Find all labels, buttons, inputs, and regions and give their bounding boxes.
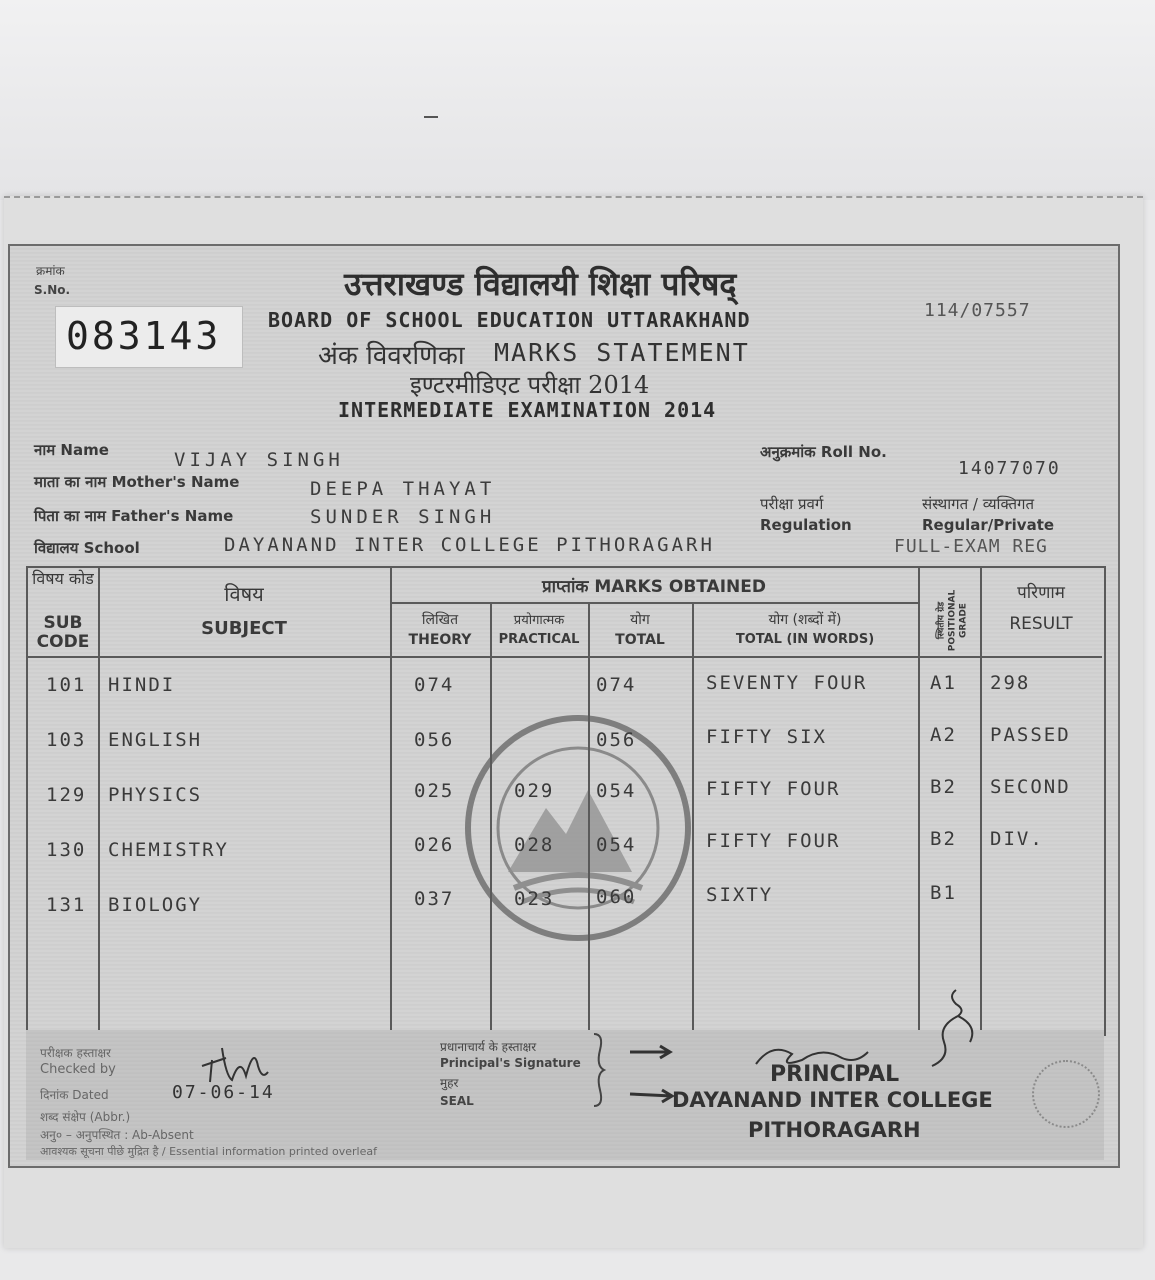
header-total-en: TOTAL bbox=[615, 632, 665, 648]
abbr-label-hi: शब्द संक्षेप bbox=[40, 1110, 86, 1124]
abbr-label-en: (Abbr.) bbox=[89, 1110, 131, 1124]
regulation-label-hi: परीक्षा प्रवर्ग bbox=[760, 495, 824, 513]
header-theory-en: THEORY bbox=[408, 632, 472, 648]
roll-label bbox=[760, 442, 887, 462]
row5-code: 131 bbox=[46, 894, 87, 916]
board-title-hi: उत्तराखण्ड विद्यालयी शिक्षा परिषद् bbox=[344, 265, 737, 303]
mother-label bbox=[34, 472, 239, 492]
absent-note: अनु० – अनुपस्थित : Ab-Absent bbox=[40, 1128, 194, 1142]
row2-total: 056 bbox=[596, 729, 637, 751]
row4-total: 054 bbox=[596, 834, 637, 856]
row2-theory: 056 bbox=[414, 729, 455, 751]
dated-label-en: Dated bbox=[72, 1088, 109, 1102]
header-grade-hi: स्थितीय ग्रेड bbox=[936, 601, 947, 640]
school-label-hi: विद्यालय bbox=[34, 539, 79, 557]
row2-result: PASSED bbox=[990, 724, 1071, 746]
father-label-en: Father's Name bbox=[111, 507, 234, 525]
header-words-en: TOTAL (IN WORDS) bbox=[735, 632, 875, 647]
header-code-en: SUB CODE bbox=[36, 613, 90, 652]
mother-name: DEEPA THAYAT bbox=[310, 478, 496, 500]
col-divider bbox=[980, 568, 982, 1032]
roll-number: 14077070 bbox=[958, 458, 1061, 479]
col-divider bbox=[490, 604, 492, 1032]
date-value: 07-06-14 bbox=[172, 1082, 275, 1103]
row5-practical: 023 bbox=[514, 888, 555, 910]
checked-label-en: Checked by bbox=[40, 1062, 116, 1077]
roll-label-hi: अनुक्रमांक bbox=[760, 443, 816, 461]
principal-title: PRINCIPAL bbox=[770, 1062, 900, 1087]
regpriv-label-hi: संस्थागत / व्यक्तिगत bbox=[922, 495, 1035, 513]
header-practical-hi: प्रयोगात्मक bbox=[513, 613, 565, 628]
row1-grade: A1 bbox=[930, 672, 957, 694]
sn-value: 083143 bbox=[66, 314, 222, 358]
row4-subject: CHEMISTRY bbox=[108, 839, 229, 861]
row3-grade: B2 bbox=[930, 776, 957, 798]
row1-words: SEVENTY FOUR bbox=[706, 672, 868, 694]
roll-label-en: Roll No. bbox=[820, 443, 887, 461]
row2-grade: A2 bbox=[930, 724, 957, 746]
row4-result: DIV. bbox=[990, 828, 1044, 850]
principal-sig-label-en: Principal's Signature bbox=[440, 1056, 581, 1070]
row2-code: 103 bbox=[46, 729, 87, 751]
exam-type: FULL-EXAM REG bbox=[894, 536, 1048, 557]
initials-mark bbox=[918, 986, 988, 1070]
dated-label-hi: दिनांक bbox=[40, 1088, 69, 1102]
header-total-hi: योग bbox=[630, 612, 650, 628]
row4-practical: 028 bbox=[514, 834, 555, 856]
principal-sig-label-hi: प्रधानाचार्य के हस्ताक्षर bbox=[440, 1040, 537, 1054]
sn-label-en: S.No. bbox=[34, 283, 71, 297]
header-code-hi: विषय कोड bbox=[32, 569, 94, 588]
row2-words: FIFTY SIX bbox=[706, 726, 827, 748]
college-name: DAYANAND INTER COLLEGE bbox=[672, 1088, 993, 1112]
col-divider bbox=[588, 604, 590, 1032]
row3-total: 054 bbox=[596, 780, 637, 802]
header-result-en: RESULT bbox=[1009, 614, 1073, 634]
header-practical-en: PRACTICAL bbox=[498, 632, 580, 647]
sn-label-hi: क्रमांक bbox=[36, 264, 65, 278]
school-name: DAYANAND INTER COLLEGE PITHORAGARH bbox=[224, 534, 715, 556]
row3-words: FIFTY FOUR bbox=[706, 778, 841, 800]
row1-total: 074 bbox=[596, 674, 637, 696]
row4-words: FIFTY FOUR bbox=[706, 830, 841, 852]
header-subject-hi: विषय bbox=[224, 582, 264, 606]
header-result-hi: परिणाम bbox=[1017, 583, 1065, 603]
exam-title-hi: इण्टरमीडिएट परीक्षा 2014 bbox=[410, 371, 650, 399]
checked-label-hi: परीक्षक हस्ताक्षर bbox=[40, 1046, 111, 1060]
row1-code: 101 bbox=[46, 674, 87, 696]
header-grade bbox=[918, 572, 980, 654]
board-title-en: BOARD OF SCHOOL EDUCATION UTTARAKHAND bbox=[268, 308, 751, 332]
statement-title-hi: अंक विवरणिका bbox=[318, 341, 465, 371]
row4-code: 130 bbox=[46, 839, 87, 861]
regpriv-label-en: Regular/Private bbox=[922, 516, 1055, 534]
mother-label-hi: माता का नाम bbox=[34, 473, 107, 491]
row4-grade: B2 bbox=[930, 828, 957, 850]
header-marks-en: MARKS OBTAINED bbox=[594, 577, 766, 597]
row-divider bbox=[390, 602, 918, 604]
round-stamp bbox=[1032, 1060, 1100, 1128]
row3-theory: 025 bbox=[414, 780, 455, 802]
seal-label-hi: मुहर bbox=[440, 1076, 459, 1090]
examiner-signature bbox=[196, 1036, 276, 1086]
row4-theory: 026 bbox=[414, 834, 455, 856]
row2-subject: ENGLISH bbox=[108, 729, 203, 751]
row5-subject: BIOLOGY bbox=[108, 894, 203, 916]
row1-result: 298 bbox=[990, 672, 1031, 694]
name-label-hi: नाम bbox=[34, 441, 56, 459]
dated-label bbox=[40, 1086, 109, 1103]
row3-result: SECOND bbox=[990, 776, 1071, 798]
name-label bbox=[34, 440, 109, 460]
row3-code: 129 bbox=[46, 784, 87, 806]
col-divider bbox=[692, 604, 694, 1032]
college-place: PITHORAGARH bbox=[748, 1118, 921, 1142]
row5-total: 060 bbox=[596, 886, 637, 908]
overleaf-note: आवश्यक सूचना पीछे मुद्रित है / Essential information printed overleaf bbox=[40, 1145, 377, 1158]
reference-number: 114/07557 bbox=[924, 300, 1031, 321]
header-words-hi: योग (शब्दों में) bbox=[768, 612, 842, 628]
row5-theory: 037 bbox=[414, 888, 455, 910]
school-label bbox=[34, 538, 140, 558]
row3-practical: 029 bbox=[514, 780, 555, 802]
header-marks bbox=[390, 574, 918, 597]
school-label-en: School bbox=[83, 539, 140, 557]
background-top bbox=[0, 0, 1155, 200]
father-label bbox=[34, 506, 233, 526]
row1-theory: 074 bbox=[414, 674, 455, 696]
father-name: SUNDER SINGH bbox=[310, 506, 496, 528]
header-subject-en: SUBJECT bbox=[201, 618, 287, 639]
statement-title-en: MARKS STATEMENT bbox=[494, 338, 750, 367]
regulation-label-en: Regulation bbox=[760, 516, 852, 534]
header-marks-hi: प्राप्तांक bbox=[541, 577, 589, 597]
abbr-label bbox=[40, 1108, 130, 1125]
checked-by bbox=[40, 1044, 111, 1061]
seal-label-en: SEAL bbox=[440, 1094, 474, 1108]
header-theory-hi: लिखित bbox=[421, 612, 459, 628]
name-label-en: Name bbox=[60, 441, 109, 459]
exam-title-en: INTERMEDIATE EXAMINATION 2014 bbox=[338, 398, 717, 422]
pen-mark bbox=[424, 116, 438, 118]
row1-subject: HINDI bbox=[108, 674, 176, 696]
father-label-hi: पिता का नाम bbox=[34, 507, 106, 525]
row5-words: SIXTY bbox=[706, 884, 774, 906]
student-name: VIJAY SINGH bbox=[174, 449, 344, 471]
header-grade-en: POSITIONAL GRADE bbox=[947, 589, 969, 652]
row5-grade: B1 bbox=[930, 882, 957, 904]
row3-subject: PHYSICS bbox=[108, 784, 203, 806]
mother-label-en: Mother's Name bbox=[111, 473, 240, 491]
